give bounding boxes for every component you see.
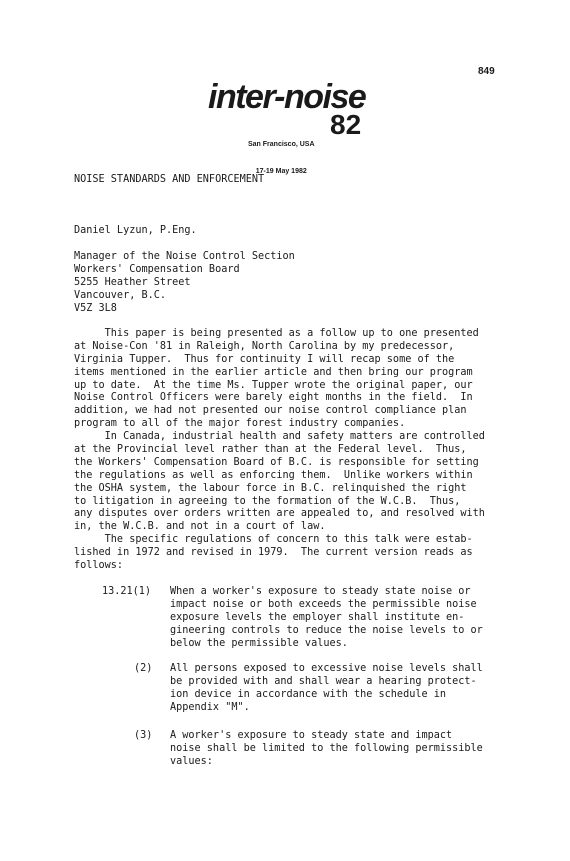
logo-year: 82 [330, 109, 362, 140]
paragraph-line: Virginia Tupper. Thus for continuity I will recap some of the [74, 353, 455, 365]
logo-dates: 17-19 May 1982 [255, 168, 307, 175]
body-text [74, 328, 485, 573]
regulation-line: exposure levels the employer shall institute en- [170, 611, 465, 623]
paragraph-line: The specific regulations of concern to this talk were estab- [74, 534, 473, 546]
regulation-line: be provided with and shall wear a hearing protect- [170, 675, 477, 687]
regulation-number: (2) [134, 663, 153, 674]
regulation-text [170, 663, 483, 715]
regulation-number: (3) [134, 730, 153, 741]
paragraph-line: at Noise-Con '81 in Raleigh, North Carolina by my predecessor, [74, 340, 455, 352]
paragraph-line: to litigation in agreeing to the formation of the W.C.B. Thus, [74, 495, 461, 507]
paragraph-line: in, the W.C.B. and not in a court of law. [74, 521, 326, 533]
regulation-line: All persons exposed to excessive noise levels shall [170, 663, 483, 674]
paragraph-line: program to all of the major forest industry companies. [74, 418, 406, 430]
logo-location: San Francisco, USA [248, 141, 315, 148]
affiliation-line: Vancouver, B.C. [74, 289, 167, 301]
regulation-line: gineering controls to reduce the noise levels to or [170, 624, 483, 636]
regulation-line: When a worker's exposure to steady state noise or [170, 586, 471, 597]
regulation-line: ion device in accordance with the schedule in [170, 688, 447, 700]
regulation-line: below the permissible values. [170, 637, 348, 649]
author-affiliation [74, 251, 295, 315]
paragraph-line: up to date. At the time Ms. Tupper wrote the original paper, our [74, 379, 473, 391]
paragraph-line: follows: [74, 560, 124, 572]
regulation-line: impact noise or both exceeds the permissible noise [170, 598, 477, 610]
page-number: 849 [478, 66, 495, 77]
regulation-line: A worker's exposure to steady state and impact [170, 730, 453, 741]
paragraph-line: the regulations as well as enforcing them. Unlike workers within [74, 469, 473, 481]
paragraph-line: This paper is being presented as a follow up to one presented [74, 328, 479, 339]
regulation-line: Appendix "M". [170, 701, 250, 713]
paragraph-line: Noise Control Officers were barely eight months in the field. In [74, 392, 473, 404]
paragraph-line: any disputes over orders written are appealed to, and resolved with [74, 508, 485, 520]
regulation-number: 13.21(1) [102, 586, 152, 597]
affiliation-line: Workers' Compensation Board [74, 263, 240, 275]
paragraph-line: the OSHA system, the labour force in B.C. relinquished the right [74, 482, 467, 494]
paragraph-line: addition, we had not presented our noise control compliance plan [74, 405, 467, 417]
regulation-text [170, 586, 483, 650]
affiliation-line: V5Z 3L8 [74, 302, 117, 314]
affiliation-line: 5255 Heather Street [74, 276, 191, 288]
regulation-line: values: [170, 755, 213, 767]
paragraph-line: lished in 1972 and revised in 1979. The current version reads as [74, 547, 473, 559]
regulation-line: noise shall be limited to the following permissible [170, 742, 483, 754]
paragraph-line: items mentioned in the earlier article and then bring our program [74, 366, 473, 378]
affiliation-line: Manager of the Noise Control Section [74, 251, 295, 262]
logo-wordmark: inter-noise [208, 78, 366, 116]
paper-title: NOISE STANDARDS AND ENFORCEMENT [74, 174, 265, 185]
paragraph-line: In Canada, industrial health and safety matters are controlled [74, 431, 485, 443]
paragraph-line: at the Provincial level rather than at the Federal level. Thus, [74, 444, 467, 456]
regulation-text [170, 730, 483, 769]
author-name: Daniel Lyzun, P.Eng. [74, 225, 197, 236]
paragraph-line: the Workers' Compensation Board of B.C. is responsible for setting [74, 456, 479, 468]
